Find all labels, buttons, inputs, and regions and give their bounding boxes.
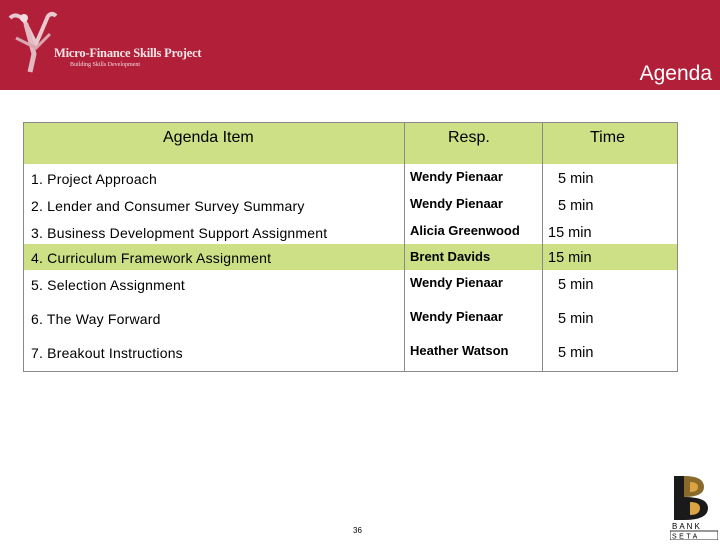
row-resp: Alicia Greenwood (410, 223, 520, 238)
row-item: 6. The Way Forward (31, 311, 161, 327)
row-resp: Brent Davids (410, 249, 491, 264)
row-resp: Wendy Pienaar (410, 309, 503, 324)
column-divider (542, 123, 543, 371)
header-resp: Resp. (448, 129, 490, 146)
bank-seta-logo (670, 470, 718, 540)
row-item: 5. Selection Assignment (31, 277, 186, 293)
agenda-table (23, 122, 678, 372)
table-row (24, 337, 677, 371)
table-row (24, 218, 677, 244)
row-time: 5 min (558, 311, 594, 327)
row-resp: Heather Watson (410, 343, 509, 358)
logo-title: Micro-Finance Skills Project (54, 46, 202, 60)
row-time: 5 min (558, 345, 594, 361)
figure-logo-icon (6, 8, 66, 78)
table-header (24, 123, 677, 164)
svg-text:BANK: BANK (672, 522, 702, 531)
table-row (24, 164, 677, 191)
page-title: Agenda (639, 62, 712, 85)
micro-finance-logo (6, 8, 202, 78)
header-time: Time (590, 129, 625, 146)
row-item: 2. Lender and Consumer Survey Summary (31, 198, 305, 214)
row-resp: Wendy Pienaar (410, 169, 503, 184)
row-item: 7. Breakout Instructions (31, 345, 183, 361)
page-number: 36 (353, 526, 362, 535)
table-row-highlighted (24, 244, 677, 270)
table-row (24, 303, 677, 337)
row-resp: Wendy Pienaar (410, 275, 503, 290)
row-time: 5 min (558, 198, 594, 214)
row-resp: Wendy Pienaar (410, 196, 503, 211)
row-time: 5 min (558, 277, 594, 293)
row-item: 3. Business Development Support Assignment (31, 225, 328, 241)
row-item: 4. Curriculum Framework Assignment (31, 250, 272, 266)
header-bar (0, 0, 720, 90)
table-row (24, 191, 677, 218)
row-item: 1. Project Approach (31, 171, 157, 187)
column-divider (404, 123, 405, 371)
svg-text:SETA: SETA (672, 533, 700, 540)
table-row (24, 270, 677, 303)
row-time: 15 min (548, 250, 592, 266)
row-time: 15 min (548, 225, 592, 241)
header-agenda-item: Agenda Item (163, 129, 254, 146)
logo-subtitle: Building Skills Development (70, 62, 140, 68)
bank-seta-logo-icon (670, 470, 718, 540)
row-time: 5 min (558, 171, 594, 187)
